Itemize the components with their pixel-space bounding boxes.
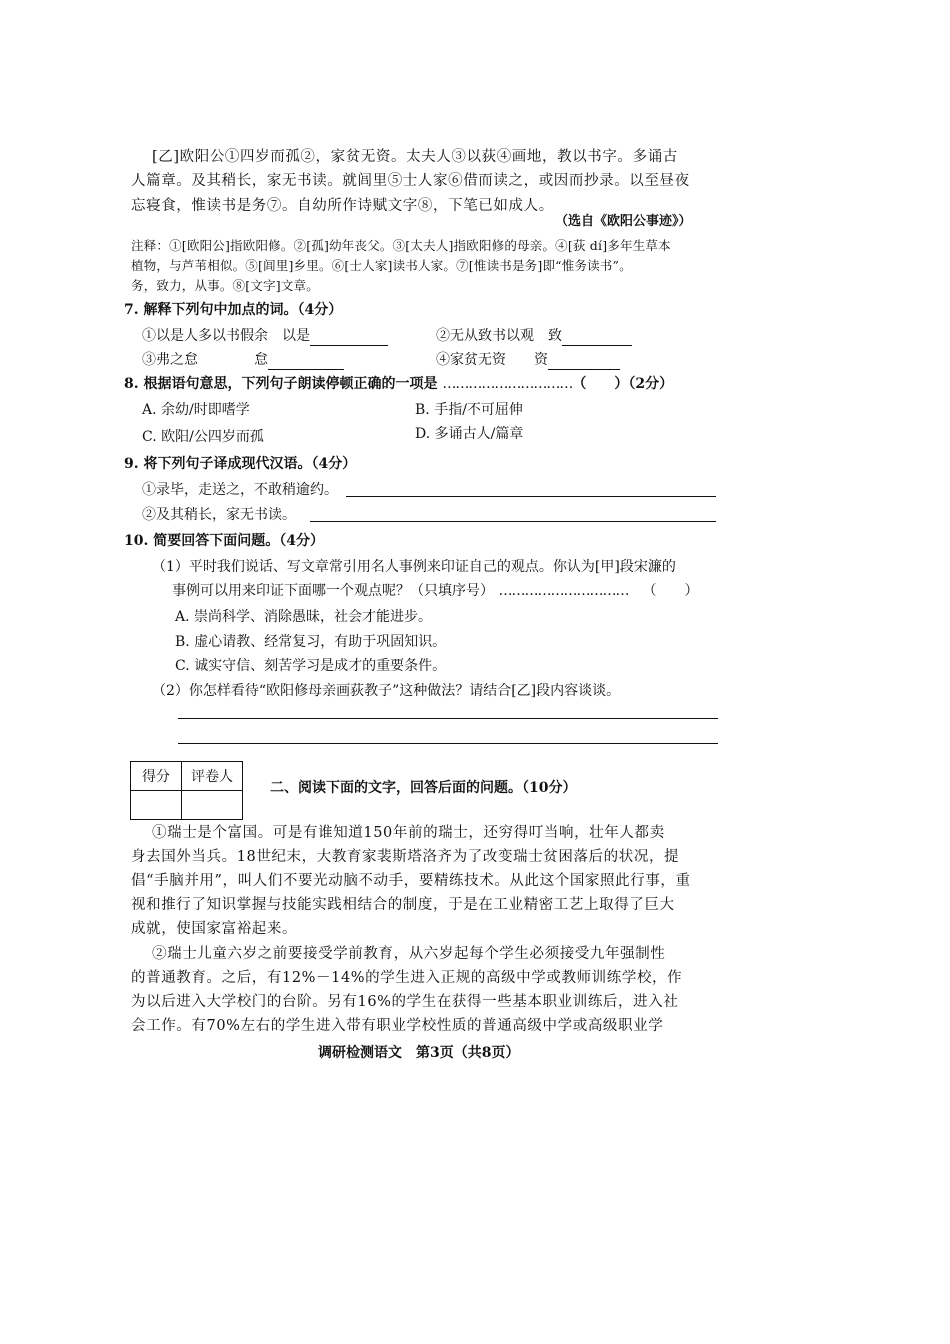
section-2-line-7: 的普通教育。之后，有12%－14%的学生进入正规的高级中学或教师训练学校，作 xyxy=(131,970,683,986)
q10-stem: 10. 简要回答下面问题。（4分） xyxy=(124,533,324,549)
q10-option-b: B. 虚心请教、经常复习，有助于巩固知识。 xyxy=(175,634,447,650)
section-2-line-3: 倡“手脑并用”，叫人们不要光动脑不动手，要精练技术。从此这个国家照此行事，重 xyxy=(131,873,691,889)
q7-answer-blank-1[interactable] xyxy=(310,331,388,346)
q9-item-1: ①录毕，走送之，不敢稍逾约。 xyxy=(142,482,338,498)
q10-part1-line-1: （1）平时我们说话、写文章常引用名人事例来印证自己的观点。你认为[甲]段宋濂的 xyxy=(152,559,676,575)
passage-b-line-1: [乙]欧阳公①四岁而孤②，家贫无资。太夫人③以荻④画地，教以书字。多诵古 xyxy=(152,149,678,165)
q10-option-c: C. 诚实守信、刻苦学习是成才的重要条件。 xyxy=(175,658,447,674)
note-line-2: 植物，与芦苇相似。⑤[闾里]乡里。⑥[士人家]读书人家。⑦[惟读书是务]即“惟务读书”。 xyxy=(131,258,632,273)
passage-b-line-3: 忘寝食，惟读书是务⑦。自幼所作诗赋文字⑧，下笔已如成人。 xyxy=(131,198,554,214)
grader-cell[interactable] xyxy=(182,791,243,820)
section-2-line-2: 身去国外当兵。18世纪末，大教育家裴斯塔洛齐为了改变瑞士贫困落后的状况，提 xyxy=(131,849,680,865)
page-footer: 调研检测语文 第3页（共8页） xyxy=(318,1045,520,1061)
score-cell[interactable] xyxy=(131,791,182,820)
q10-answer-bracket[interactable]: （ ） xyxy=(642,583,699,599)
q7-item-4: ④家贫无资 资 xyxy=(436,350,620,370)
q9-item-2: ②及其稍长，家无书读。 xyxy=(142,507,296,523)
section-2-line-6: ②瑞士儿童六岁之前要接受学前教育，从六岁起每个学生必须接受九年强制性 xyxy=(152,946,666,962)
q8-option-a: A. 余幼/时即嗜学 xyxy=(142,402,250,418)
q10-answer-line-1[interactable] xyxy=(178,718,718,719)
note-line-1: 注释：①[欧阳公]指欧阳修。②[孤]幼年丧父。③[太夫人]指欧阳修的母亲。④[荻 dí]多年生草本 xyxy=(131,238,671,253)
q10-answer-line-2[interactable] xyxy=(178,743,718,744)
q7-stem: 7. 解释下列句中加点的词。（4分） xyxy=(124,302,343,318)
q8-option-b: B. 手指/不可屈伸 xyxy=(415,402,523,418)
q9-answer-line-2[interactable] xyxy=(310,521,716,522)
q7-item-3: ③弗之怠 怠 xyxy=(142,350,344,370)
section-2-line-8: 为以后进入大学校门的台阶。另有16%的学生在获得一些基本职业训练后，进入社 xyxy=(131,994,679,1010)
q10-option-a: A. 崇尚科学、消除愚昧，社会才能进步。 xyxy=(175,609,433,625)
section-2-line-1: ①瑞士是个富国。可是有谁知道150年前的瑞士，还穷得叮当响，壮年人都卖 xyxy=(152,825,665,841)
q7-answer-blank-4[interactable] xyxy=(548,355,620,370)
passage-b-line-2: 人篇章。及其稍长，家无书读。就闾里⑤士人家⑥借而读之，或因而抄录。以至昼夜 xyxy=(131,173,690,189)
score-header: 得分 xyxy=(131,762,182,791)
score-table xyxy=(130,761,243,820)
section-2-line-5: 成就，使国家富裕起来。 xyxy=(131,921,298,937)
section-2-line-9: 会工作。有70%左右的学生进入带有职业学校性质的普通高级中学或高级职业学 xyxy=(131,1018,664,1034)
passage-b-source: （选自《欧阳公事迹》） xyxy=(555,214,692,229)
q7-item-2: ②无从致书以观 致 xyxy=(436,326,632,346)
section-2-title: 二、阅读下面的文字，回答后面的问题。（10分） xyxy=(270,780,577,796)
q8-answer-bracket[interactable]: （ ）（2分） xyxy=(572,376,674,392)
q10-part2: （2）你怎样看待“欧阳修母亲画荻教子”这种做法？请结合[乙]段内容谈谈。 xyxy=(152,683,621,699)
q10-part1-line-2: 事例可以用来印证下面哪一个观点呢？（只填序号） ………………………… （ ） xyxy=(172,583,699,599)
grader-header: 评卷人 xyxy=(182,762,243,791)
q9-answer-line-1[interactable] xyxy=(346,496,716,497)
q8-option-d: D. 多诵古人/篇章 xyxy=(415,426,524,442)
q8-option-c: C. 欧阳/公四岁而孤 xyxy=(142,429,264,445)
q7-answer-blank-3[interactable] xyxy=(268,355,344,370)
section-2-line-4: 视和推行了知识掌握与技能实践相结合的制度，于是在工业精密工艺上取得了巨大 xyxy=(131,897,675,913)
q9-stem: 9. 将下列句子译成现代汉语。（4分） xyxy=(124,456,357,472)
note-line-3: 务，致力，从事。⑧[文字]文章。 xyxy=(131,278,319,293)
q7-answer-blank-2[interactable] xyxy=(562,331,632,346)
q8-stem: 8. 根据语句意思，下列句子朗读停顿正确的一项是 …………………………（ ）（2分） xyxy=(124,376,674,392)
q7-item-1: ①以是人多以书假余 以是 xyxy=(142,326,388,346)
